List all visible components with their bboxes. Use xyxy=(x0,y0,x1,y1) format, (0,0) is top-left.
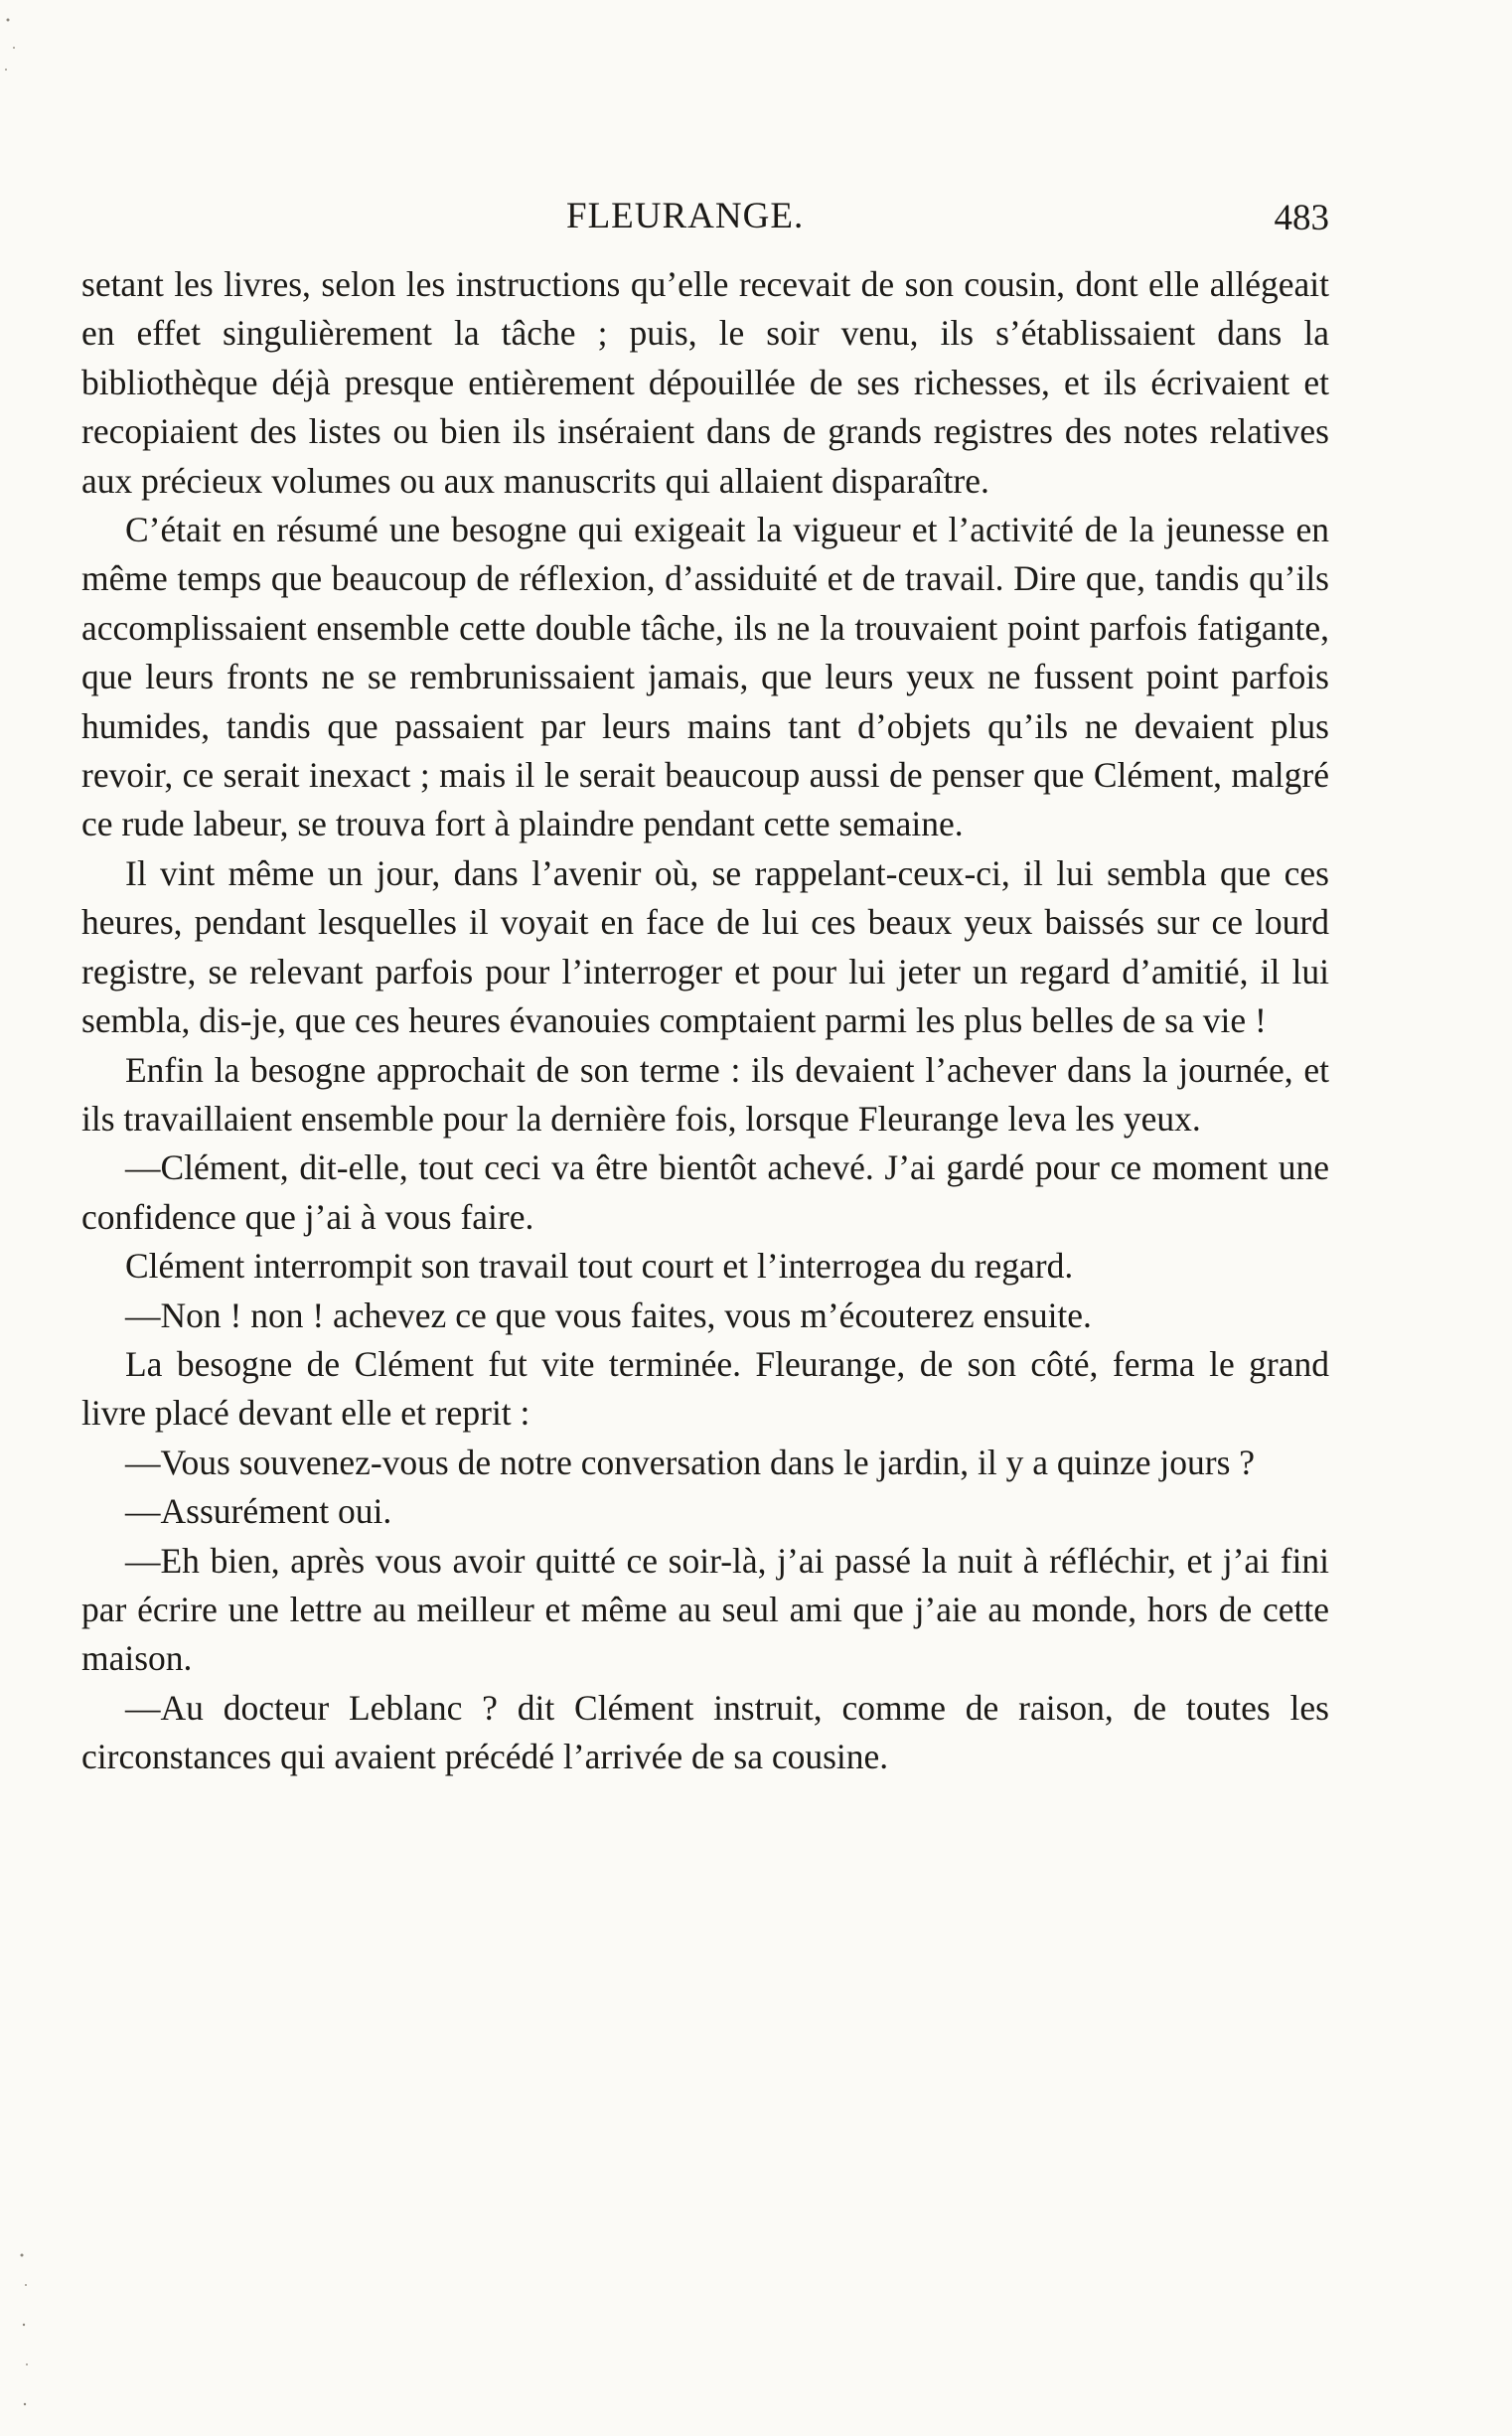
paragraph: La besogne de Clément fut vite terminée. Fleurange, de son côté, ferma le grand livre placé devant elle et reprit : xyxy=(81,1343,1329,1434)
page-header xyxy=(81,195,1329,246)
paragraph: Clément interrompit son travail tout court et l’interrogea du regard. xyxy=(125,1246,1074,1287)
running-title: FLEURANGE. xyxy=(566,196,805,236)
dialogue-paragraph: —Non ! non ! achevez ce que vous faites, vous m’écouterez ensuite. xyxy=(125,1294,1092,1335)
paragraph: C’était en résumé une besogne qui exigeait la vigueur et l’activité de la jeunesse en même temps que beaucoup de réflexion, d’assiduité et de travail. Dire que, tandis qu’ils accomplissaient ensemble cette double tâche, ils ne la trouvaient point parfois fatigante, que leurs fronts ne se rembrunissaient jamais, que leurs yeux ne fussent point parfois humides, tandis que passaient par leurs mains tant d’objets qu’ils ne devaient plus revoir, ce serait inexact ; mais il le serait beaucoup aussi de penser que Clément, malgré ce rude labeur, se trouva fort à plaindre pendant cette semaine. xyxy=(81,510,1329,844)
dialogue-paragraph: —Clément, dit-elle, tout ceci va être bientôt achevé. J’ai gardé pour ce moment une confidence que j’ai à vous faire. xyxy=(81,1147,1329,1237)
scan-margin-speckle xyxy=(0,0,30,2436)
body-text xyxy=(81,260,1329,1782)
dialogue-paragraph: —Eh bien, après vous avoir quitté ce soir-là, j’ai passé la nuit à réfléchir, et j’ai fini par écrire une lettre au meilleur et même au seul ami que j’aie au monde, hors de cette maison. xyxy=(81,1540,1329,1679)
dialogue-paragraph: —Assurément oui. xyxy=(125,1491,392,1532)
dialogue-paragraph: —Au docteur Leblanc ? dit Clément instruit, comme de raison, de toutes les circonstances qui avaient précédé l’arrivée de sa cousine. xyxy=(81,1687,1329,1777)
paragraph: Enfin la besogne approchait de son terme : ils devaient l’achever dans la journée, et ils travaillaient ensemble pour la dernière fois, lorsque Fleurange leva les yeux. xyxy=(81,1049,1329,1139)
paragraph: Il vint même un jour, dans l’avenir où, se rappelant-ceux-ci, il lui sembla que ces heures, pendant lesquelles il voyait en face de lui ces beaux yeux baissés sur ce lourd registre, se relevant parfois pour l’interroger et pour lui jeter un regard d’amitié, il lui sembla, dis-je, que ces heures évanouies comptaient parmi les plus belles de sa vie ! xyxy=(81,852,1329,1041)
paragraph: setant les livres, selon les instructions qu’elle recevait de son cousin, dont elle allégeait en effet singulièrement la tâche ; puis, le soir venu, ils s’établissaient dans la bibliothèque déjà presque entièrement dépouillée de ses richesses, et ils écrivaient et recopiaient des listes ou bien ils inséraient dans de grands registres des notes relatives aux précieux volumes ou aux manuscrits qui allaient disparaître. xyxy=(81,264,1329,501)
page-number: 483 xyxy=(1274,198,1329,238)
dialogue-paragraph: —Vous souvenez-vous de notre conversation dans le jardin, il y a quinze jours ? xyxy=(125,1442,1256,1482)
